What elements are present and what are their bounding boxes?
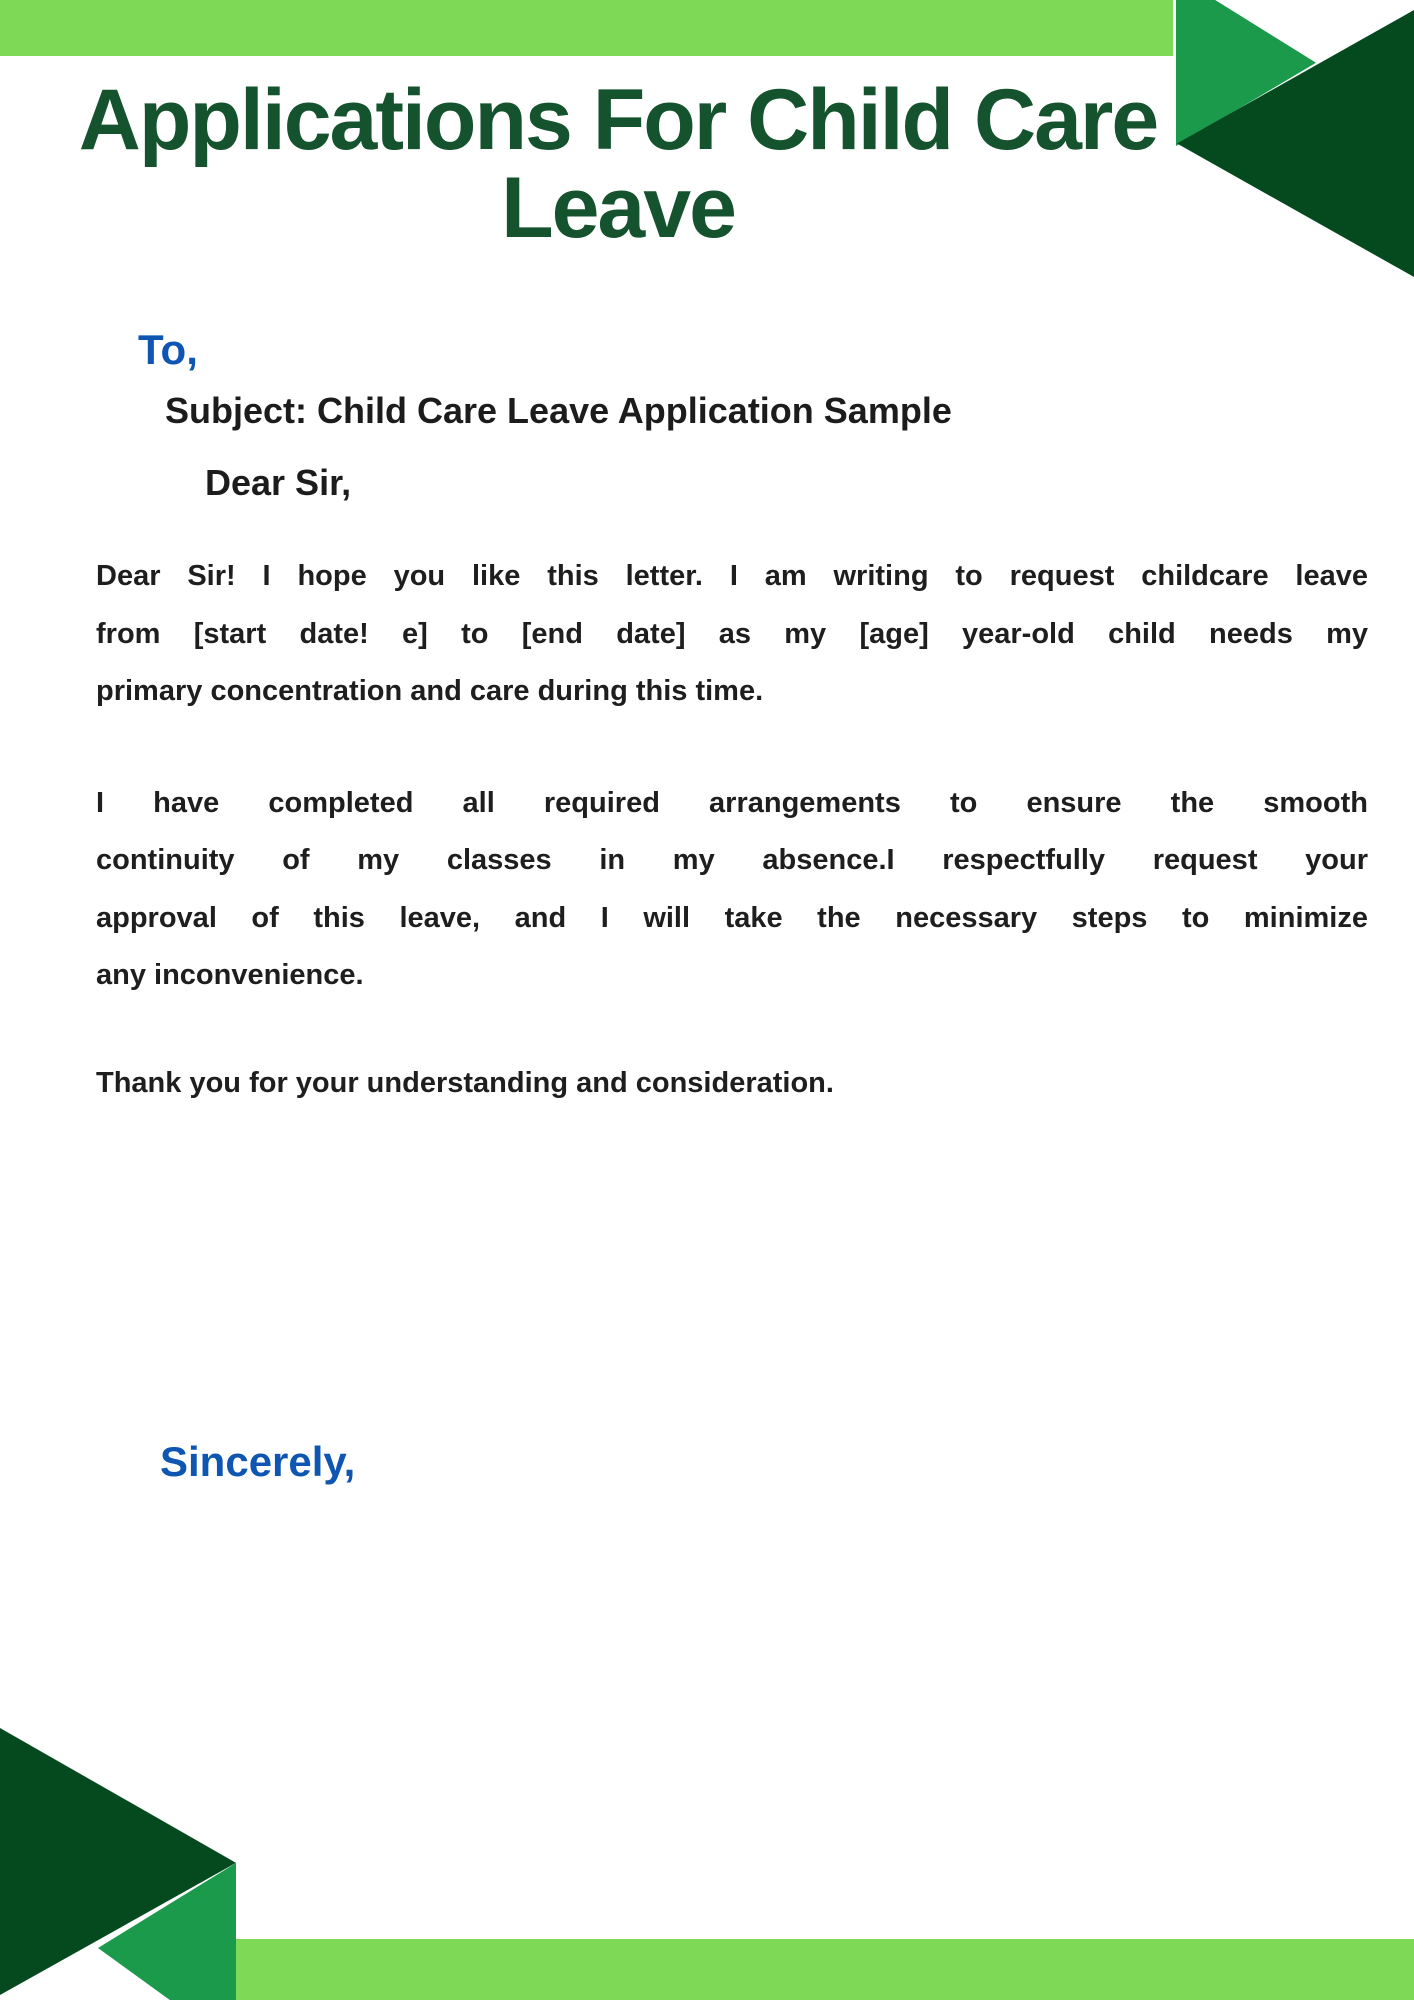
page-title-line1: Applications For Child Care: [78, 72, 1158, 168]
thanks-line: Thank you for your understanding and consideration.: [96, 1066, 834, 1099]
paragraph-line: continuity of my classes in my absence.I respectfully request your: [96, 844, 1368, 876]
paragraph-line: from [start date! e] to [end date] as my [age] year-old child needs my: [96, 617, 1368, 650]
page-title-line2: Leave: [501, 160, 735, 256]
salutation: Dear Sir,: [205, 462, 352, 503]
paragraph-line: Dear Sir! I hope you like this letter. I am writing to request childcare leave: [96, 560, 1368, 592]
top-green-bar: [0, 0, 1173, 56]
closing: Sincerely,: [160, 1438, 356, 1485]
subject-line: Subject: Child Care Leave Application Sample: [165, 390, 952, 431]
to-label: To,: [138, 326, 198, 373]
paragraph-1: [96, 548, 1368, 721]
paragraph-line: I have completed all required arrangements to ensure the smooth: [96, 786, 1368, 819]
paragraph-line: approval of this leave, and I will take the necessary steps to minimize: [96, 901, 1368, 934]
page-title: [0, 72, 1236, 256]
paragraph-line: any inconvenience.: [96, 959, 364, 991]
paragraph-line: primary concentration and care during this time.: [96, 675, 764, 707]
paragraph-2: [96, 775, 1368, 1005]
letter-body: [96, 548, 1368, 1112]
bottom-green-bar: [236, 1939, 1414, 2000]
